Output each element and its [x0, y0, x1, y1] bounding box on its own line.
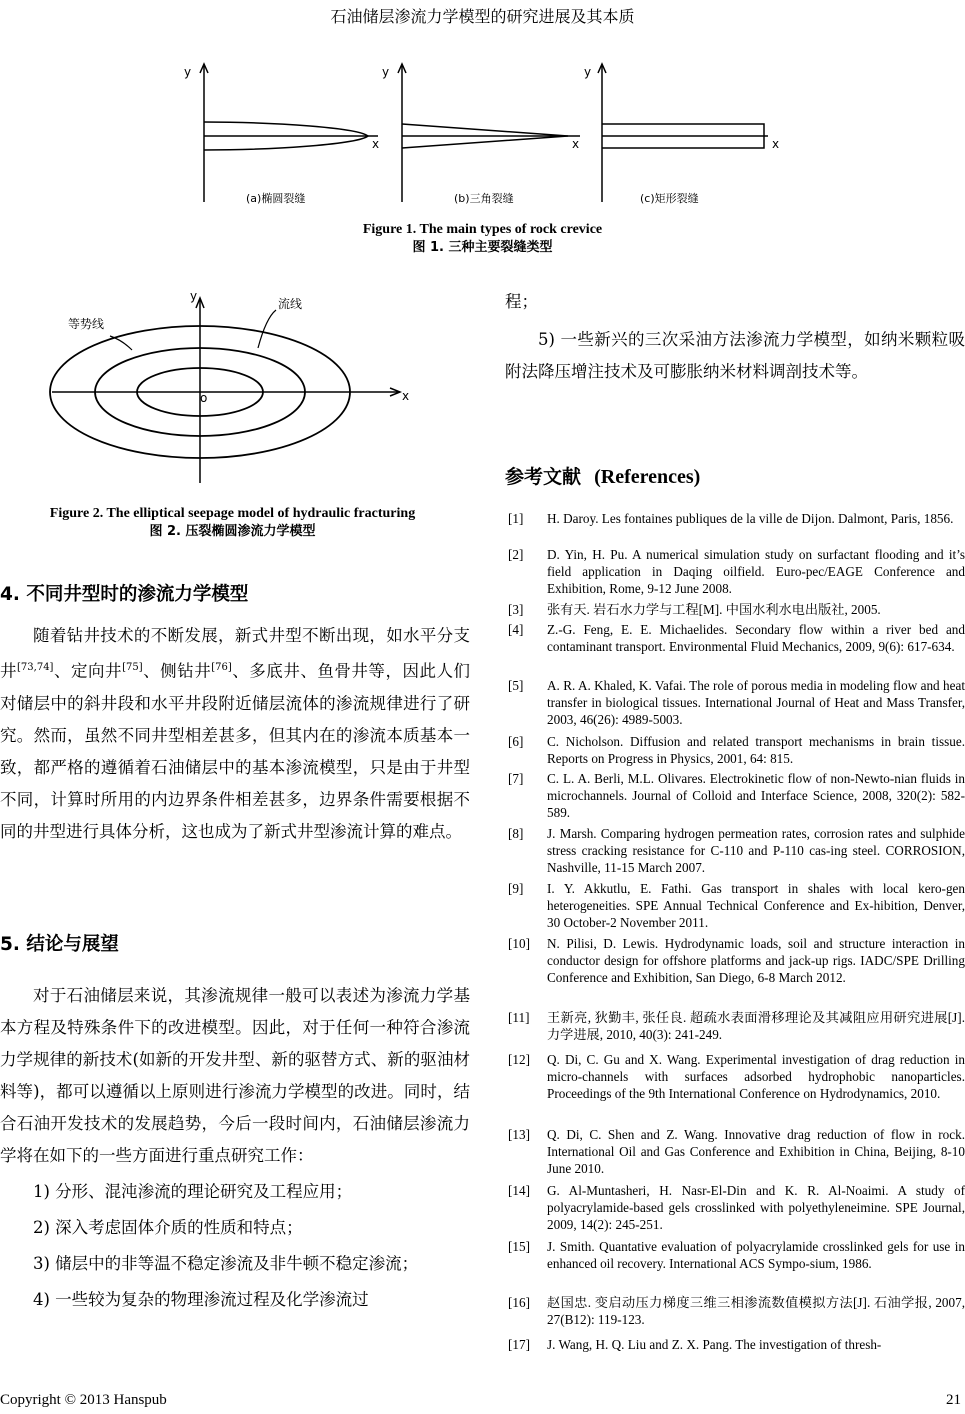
references-title: 参考文献 (References) [505, 466, 701, 488]
reference-item: [10] N. Pilisi, D. Lewis. Hydrodynamic loads, soil and structure interaction in conductor design for offshore platforms and jack-up rigs. IADC/SPE Drilling Conference and Exhibition, San Diego, 6-8 March 2012. [508, 936, 965, 986]
reference-item: [6] C. Nicholson. Diffusion and related transport mechanisms in brain tissue. Reports on Progress in Physics, 2001, 64: 815. [508, 734, 965, 767]
panel-c-rectangle [584, 64, 779, 205]
panel-b-label: (b)三角裂缝 [454, 192, 514, 205]
figure-2-caption-zh: 图 2. 压裂椭圆渗流力学模型 [149, 524, 316, 539]
origin-label: o [200, 391, 208, 405]
section-4-paragraph: 随着钻井技术的不断发展，新式井型不断出现，如水平分支井[73,74]、定向井[75]、侧钻井[76]、多底井、鱼骨井等，因此人们对储层中的斜井段和水平井段附近储层流体的渗流规律进行了研究。然而，虽然不同井型相差甚多，但其内在的渗流本质基本一致，都严格的遵循着石油储层中的基本渗流模型，只是由于井型不同，计算时所用的内边界条件相差甚多，边界条件需要根据不同的井型进行具体分析，这也成为了新式井型渗流计算的难点。 [0, 626, 471, 841]
section-4-title: 4. 不同井型时的渗流力学模型 [0, 584, 249, 605]
reference-item: [13] Q. Di, C. Shen and Z. Wang. Innovative drag reduction of flow in rock. International Oil and Gas Conference and Exhibition in China, Beijing, 8-10 June 2010. [508, 1127, 965, 1177]
list-item-continuation: 程； [505, 292, 538, 311]
panel-b-triangle [382, 64, 580, 205]
reference-item: [11] 王新亮, 狄勤丰, 张任良. 超疏水表面滑移理论及其减阻应用研究进展[J]. 力学进展, 2010, 40(3): 241-249. [508, 1010, 965, 1043]
reference-item: [5] A. R. A. Khaled, K. Vafai. The role of porous media in modeling flow and heat transfer in biological tissues. International Journal of Heat and Mass Transfer, 2003, 46(26): 4989-5003. [508, 678, 965, 728]
reference-item: [2] D. Yin, H. Pu. A numerical simulation study on surfactant flooding and it’s field application in Daqing oilfield. Euro-pec/EAGE Conference and Exhibition, Rome, 9-12 June 2008. [508, 547, 965, 597]
reference-item: [1] H. Daroy. Les fontaines publiques de la ville de Dijon. Dalmont, Paris, 1856. [508, 511, 954, 526]
reference-item: [3] 张有天. 岩石水力学与工程[M]. 中国水利水电出版社, 2005. [508, 602, 881, 617]
section-5-continued [505, 286, 965, 388]
reference-item: [15] J. Smith. Quantative evaluation of polyacrylamide crosslinked gels for use in enhanced oil recovery. International ACS Sympo-sium, 1986. [508, 1239, 965, 1272]
panel-a-label: (a)椭圆裂缝 [246, 192, 306, 205]
axis-x-label: x [772, 137, 780, 151]
reference-item: [9] I. Y. Akkutlu, E. Fathi. Gas transport in shales with local kero-gen heterogeneities. SPE Annual Technical Conference and Ex-hibition, Denver, 30 October-2 November 2011. [508, 881, 965, 931]
equipotential-label: 等势线 [68, 317, 105, 331]
section-5-title: 5. 结论与展望 [0, 934, 119, 955]
reference-item: [4] Z.-G. Feng, E. E. Michaelides. Secondary flow within a river bed and contaminant transport. Environmental Fluid Mechanics, 2009, 9(6): 617-634. [508, 622, 965, 655]
figure-2-caption-en: Figure 2. The elliptical seepage model of hydraulic fracturing [49, 506, 416, 521]
axis-x-label: x [372, 137, 380, 151]
section-4-body [0, 620, 470, 848]
reference-item: [17] J. Wang, H. Q. Liu and Z. X. Pang. The investigation of thresh- [508, 1337, 882, 1352]
list-item: 1) 分形、混沌渗流的理论研究及工程应用； [33, 1182, 353, 1201]
list-item: 4) 一些较为复杂的物理渗流过程及化学渗流过 [33, 1290, 369, 1309]
axis-y-label: y [190, 289, 198, 303]
panel-a-ellipse [184, 64, 379, 205]
figure-1-caption-en: Figure 1. The main types of rock crevice [362, 222, 603, 237]
reference-item: [14] G. Al-Muntasheri, H. Nasr-El-Din and K. R. Al-Noaimi. A study of polyacrylamide-based gels crosslinked with polyethyleneimine. SPE Journal, 2009, 14(2): 245-251. [508, 1183, 965, 1233]
reference-item: [12] Q. Di, C. Gu and X. Wang. Experimental investigation of drag reduction in micro-channels with surfaces adsorbed hydrophobic nanoparticles. Proceedings of the 9th International Conference on Hydrodynamics, 2010. [508, 1052, 965, 1102]
figure-2-elliptical-seepage [40, 288, 430, 488]
figure-1-caption-zh: 图 1. 三种主要裂缝类型 [412, 240, 553, 255]
figure-1-crevice-types [168, 60, 800, 208]
section-5-paragraph: 对于石油储层来说，其渗流规律一般可以表述为渗流力学基本方程及特殊条件下的改进模型。因此，对于任何一种符合渗流力学规律的新技术(如新的开发井型、新的驱替方式、新的驱油材料等)，都可以遵循以上原则进行渗流力学模型的改进。同时，结合石油开发技术的发展趋势，今后一段时间内，石油储层渗流力学将在如下的一些方面进行重点研究工作： [0, 986, 470, 1165]
running-header: 石油储层渗流力学模型的研究进展及其本质 [330, 7, 635, 26]
axis-y-label: y [584, 65, 592, 79]
axis-x-label: x [402, 389, 410, 403]
list-item: 3) 储层中的非等温不稳定渗流及非牛顿不稳定渗流； [33, 1254, 419, 1273]
reference-item: [16] 赵国忠. 变启动压力梯度三维三相渗流数值模拟方法[J]. 石油学报, 2007, 27(B12): 119-123. [508, 1295, 965, 1328]
axis-y-label: y [382, 65, 390, 79]
axis-y-label: y [184, 65, 192, 79]
axis-x-label: x [572, 137, 580, 151]
reference-item: [8] J. Marsh. Comparing hydrogen permeation rates, corrosion rates and sulphide stress cracking resistance for C-110 and P-110 cas-ing steel. CORROSION, Nashville, 11-15 March 2007. [508, 826, 965, 876]
footer-page-number: 21 [946, 1392, 961, 1408]
streamline-label: 流线 [278, 297, 303, 311]
panel-c-label: (c)矩形裂缝 [640, 192, 699, 205]
section-5-body [0, 980, 470, 1316]
footer-copyright: Copyright © 2013 Hanspub [0, 1392, 167, 1408]
list-item: 2) 深入考虑固体介质的性质和特点； [33, 1218, 303, 1237]
reference-item: [7] C. L. A. Berli, M.L. Olivares. Electrokinetic flow of non-Newto-nian fluids in microchannels. Journal of Colloid and Interface Science, 2008, 320(2): 582-589. [508, 771, 965, 821]
list-item: 5) 一些新兴的三次采油方法渗流力学模型，如纳米颗粒吸附法降压增注技术及可膨胀纳米材料调剖技术等。 [505, 330, 965, 381]
